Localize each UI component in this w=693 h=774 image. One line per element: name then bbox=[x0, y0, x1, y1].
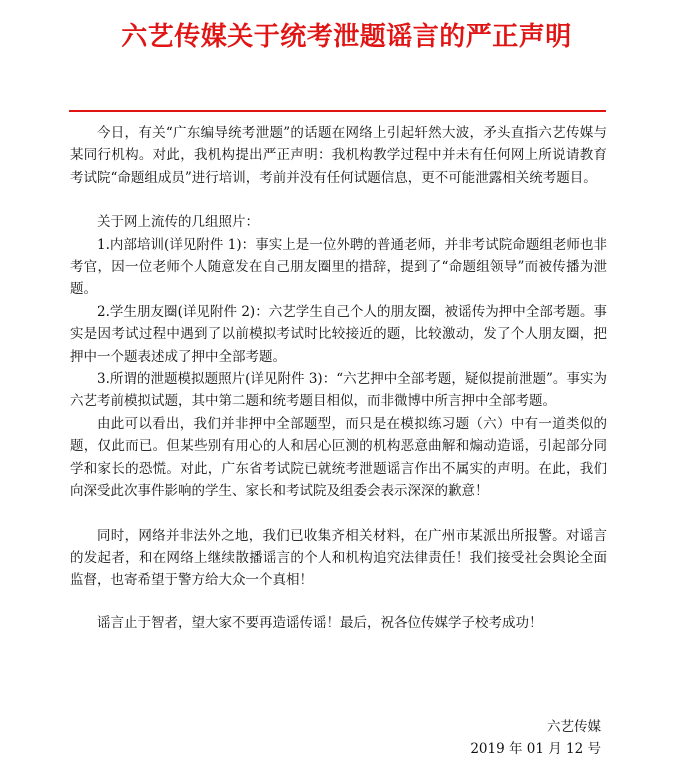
signature-block bbox=[470, 716, 601, 761]
title-divider bbox=[69, 110, 606, 112]
paragraph-item-2: 2.学生朋友圈(详见附件 2)：六艺学生自己个人的朋友圈，被谣传为押中全部考题。事实是因考试过程中遇到了以前模拟考试时比较接近的题，比较激动，发了个人朋友圈，把押中一个题表述成了押中全部考题。 bbox=[70, 303, 607, 365]
paragraph-conclusion: 由此可以看出，我们并非押中全部题型，而只是在模拟练习题（六）中有一道类似的题，仅此而已。但某些别有用心的人和居心叵测的机构恶意曲解和煽动造谣，引起部分同学和家长的恐慌。对此，广东省考试院已就统考泄题谣言作出不属实的声明。在此，我们向深受此次事件影响的学生、家长和考试院及组委会表示深深的歉意！ bbox=[70, 415, 607, 500]
paragraph-legal: 同时，网络并非法外之地，我们已收集齐相关材料，在广州市某派出所报警。对谣言的发起者，和在网络上继续散播谣言的个人和机构追究法律责任！我们接受社会舆论全面监督，也寄希望于警方给大众一个真相！ bbox=[70, 527, 607, 589]
paragraph-intro: 今日，有关“广东编导统考泄题”的话题在网络上引起轩然大波，矛头直指六艺传媒与某同行机构。对此，我机构提出严正声明：我机构教学过程中并未有任何网上所说请教育考试院“命题组成员”进行培训，考前并没有任何试题信息，更不可能泄露相关统考题目。 bbox=[70, 125, 607, 186]
document-title: 六艺传媒关于统考泄题谣言的严正声明 bbox=[121, 22, 572, 52]
statement-body bbox=[70, 122, 607, 634]
paragraph-closing: 谣言止于智者，望大家不要再造谣传谣！最后，祝各位传媒学子校考成功！ bbox=[97, 614, 543, 631]
signature-org: 六艺传媒 bbox=[547, 719, 601, 735]
paragraph-photos-heading: 关于网上流传的几组照片： bbox=[97, 214, 259, 231]
paragraph-item-3: 3.所谓的泄题模拟题照片(详见附件 3)：“六艺押中全部考题，疑似提前泄题”。事实为六艺考前模拟试题，其中第二题和统考题目相似，而非微博中所言押中全部考题。 bbox=[70, 371, 607, 410]
paragraph-item-1: 1.内部培训(详见附件 1)：事实上是一位外聘的普通老师，并非考试院命题组老师也非考官，因一位老师个人随意发在自己朋友圈里的措辞，提到了“命题组领导”而被传播为泄题。 bbox=[70, 236, 607, 298]
signature-date: 2019 年 01 月 12 号 bbox=[470, 741, 601, 758]
